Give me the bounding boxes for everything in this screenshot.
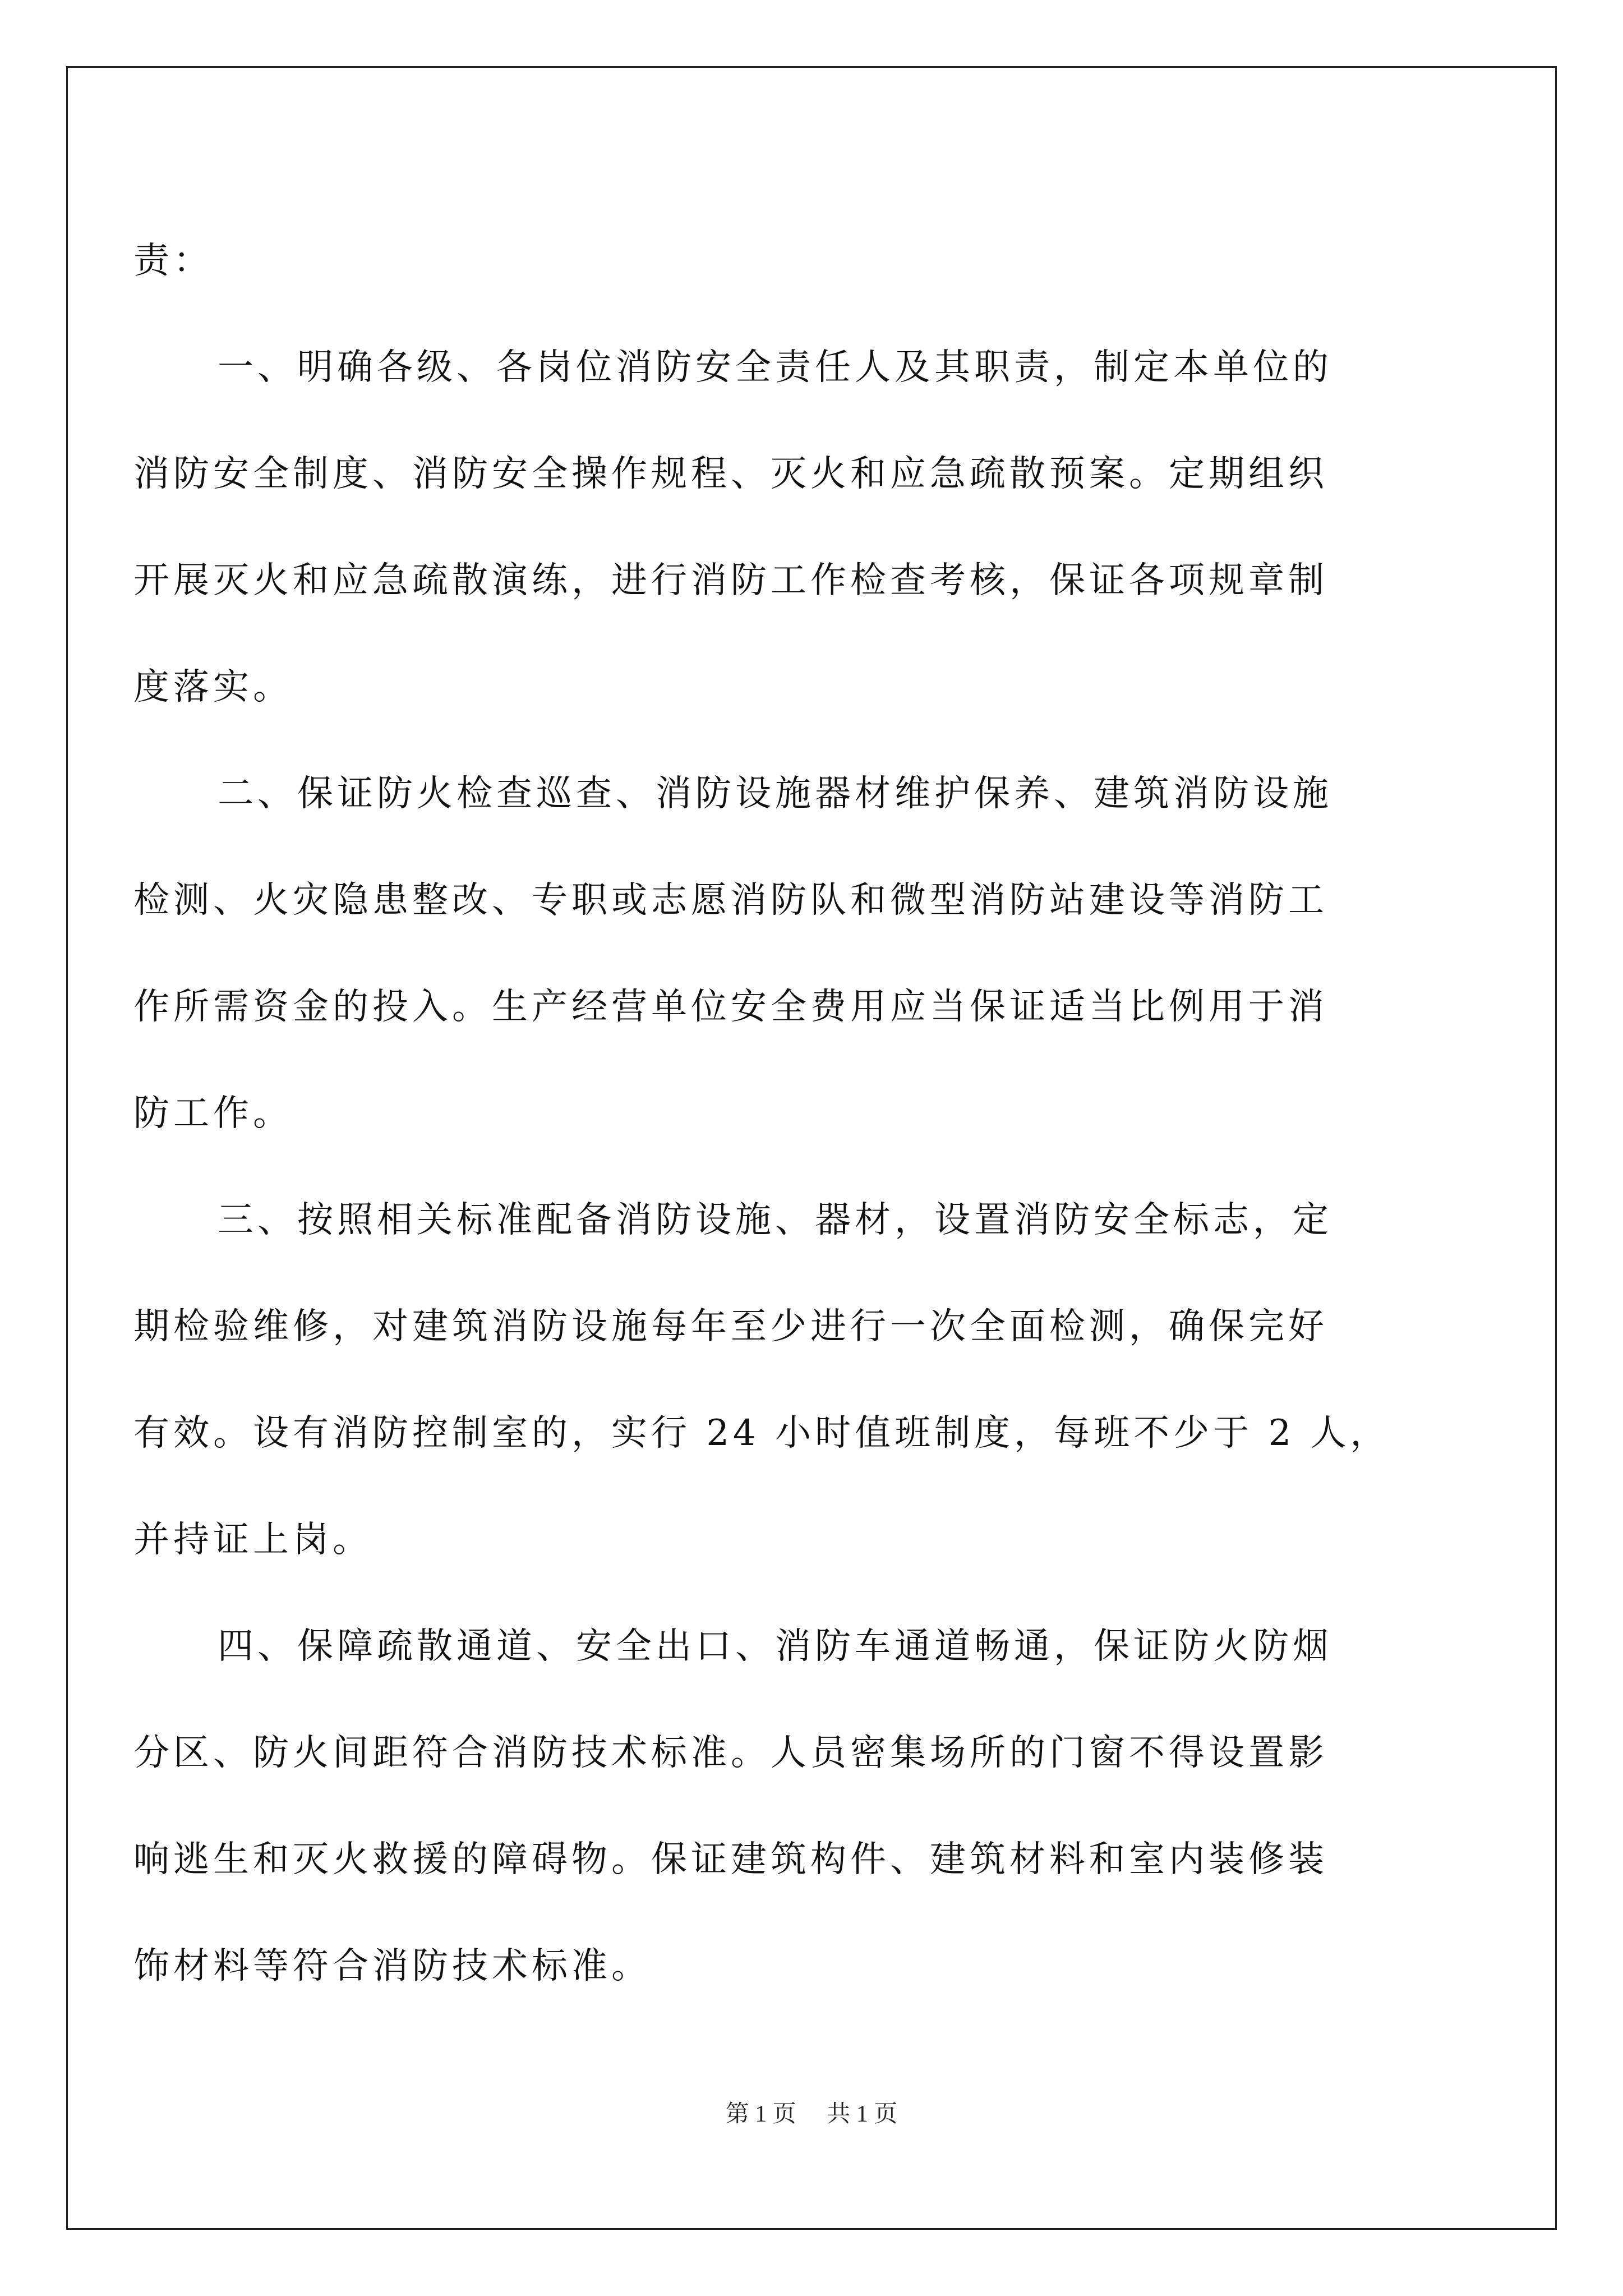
page-total: 共 1 页 [827,2101,898,2127]
text-line: 响逃生和灭火救援的障碍物。保证建筑构件、建筑材料和室内装修装 [133,1839,1328,1880]
text-line: 分区、防火间距符合消防技术标准。人员密集场所的门窗不得设置影 [133,1732,1328,1774]
document-body [133,208,1443,2019]
text-line: 饰材料等符合消防技术标准。 [133,1945,651,1987]
paragraph-first-line: 三、按照相关标准配备消防设施、器材，设置消防安全标志，定 [218,1199,1332,1241]
paragraph-first-line: 二、保证防火检查巡查、消防设施器材维护保养、建筑消防设施 [218,773,1332,815]
text-line: 责： [133,240,213,282]
text-line: 作所需资金的投入。生产经营单位安全费用应当保证适当比例用于消 [133,986,1328,1028]
text-line: 期检验维修，对建筑消防设施每年至少进行一次全面检测，确保完好 [133,1306,1328,1347]
text-line: 消防安全制度、消防安全操作规程、灭火和应急疏散预案。定期组织 [133,453,1328,495]
text-line: 有效。设有消防控制室的，实行 24 小时值班制度，每班不少于 2 人， [133,1412,1390,1454]
text-line: 并持证上岗。 [133,1519,372,1561]
paragraph-first-line: 四、保障疏散通道、安全出口、消防车通道畅通，保证防火防烟 [218,1626,1332,1667]
text-line: 开展灭火和应急疏散演练，进行消防工作检查考核，保证各项规章制 [133,560,1328,601]
page-number: 第 1 页 [725,2101,796,2127]
text-line: 防工作。 [133,1093,293,1134]
text-line: 度落实。 [133,666,293,708]
text-line: 检测、火灾隐患整改、专职或志愿消防队和微型消防站建设等消防工 [133,880,1328,921]
paragraph-first-line: 一、明确各级、各岗位消防安全责任人及其职责，制定本单位的 [218,347,1332,388]
page-footer [0,2095,1623,2129]
